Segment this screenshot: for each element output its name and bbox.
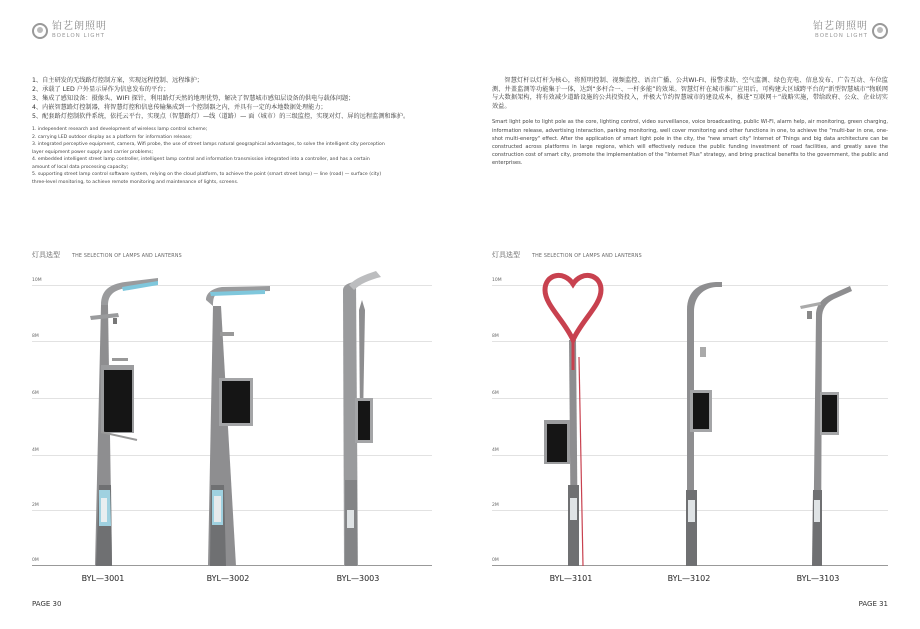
- left-intro-en-line: 2. carrying LED outdoor display as a platform for information release;: [32, 134, 192, 140]
- left-intro-cn-line: 2、承载了 LED 户外显示屏作为信息发布的平台；: [32, 86, 170, 93]
- height-label: 8M: [32, 334, 39, 339]
- right-section-cn: 灯具选型: [492, 251, 520, 259]
- height-label: 6M: [32, 391, 39, 396]
- right-poles-illustration: [460, 0, 920, 629]
- height-label: 2M: [32, 503, 39, 508]
- model-label-3001: BYL—3001: [81, 574, 125, 583]
- height-label: 2M: [492, 503, 499, 508]
- left-intro-cn-line: 3、集成了感知设备：摄像头、WIFI 探针，利用路灯天然的地理优势，解决了智慧城市感知层设备的供电与载体问题；: [32, 95, 355, 102]
- page-number-right: PAGE 31: [858, 600, 888, 608]
- left-section-en: THE SELECTION OF LAMPS AND LANTERNS: [72, 254, 182, 259]
- pole-byl-3002: [206, 286, 270, 566]
- pole-byl-3003: [343, 271, 381, 566]
- left-intro-cn-line: 4、内嵌智慧路灯控制器，将智慧灯控和信息传输集成到一个控制器之内，并具有一定的本地数据处理能力；: [32, 104, 327, 111]
- left-intro-cn-line: 1、自主研发的无线路灯控制方案，实现远程控制、远程维护；: [32, 77, 203, 84]
- height-label: 4M: [492, 448, 499, 453]
- left-intro-en-line: 4. embedded intelligent street lamp controller, intelligent lamp control and information transmission integrated into a controller, and has a certain: [32, 157, 370, 162]
- height-label: 10M: [492, 278, 502, 283]
- right-intro-en: Smart light pole to light pole as the core, lighting control, video surveillance, voice broadcasting, public WI-FI, alarm help, air monitoring, green charging, information release, advertising interaction, parking monitoring, well cover monitoring and other functions in one, to achieve the "multi-bar in one, one-shot multi-energy" effect. After the application of smart light pole in the city, the "new smart city" Internet of Things and big data architecture can be constructed across platforms in large regions, which will effectively reduce the public funding investment of road facilities, and greatly save the construction cost of smart city, promote the implementation of the "Internet Plus" strategy, and bring practical benefits to the government, the public and enterprises.: [492, 119, 888, 167]
- pole-byl-3102: [686, 282, 722, 566]
- page-number-left: PAGE 30: [32, 600, 62, 608]
- brand-name-en: BOELON LIGHT: [52, 33, 105, 39]
- model-label-3101: BYL—3101: [549, 574, 593, 583]
- left-intro-cn-line: 5、配套路灯控制软件系统，依托云平台，实现点（智慧路灯）—线（道路）— 面（城市）的三级监控，实现对灯、屏的远程监测和维护。: [32, 113, 410, 120]
- left-intro-en-line: 3. integrated perceptive equipment, camera, Wifi probe, the use of street lamps natural geographical advantages, to solve the intelligent city perception: [32, 142, 385, 147]
- right-section-en: THE SELECTION OF LAMPS AND LANTERNS: [532, 254, 642, 259]
- left-intro-en-line: 5. supporting street lamp control software system, relying on the cloud platform, to achieve the point (smart street lamp) — line (road) — surface (city): [32, 172, 382, 177]
- left-section-cn: 灯具选型: [32, 251, 60, 259]
- model-label-3003: BYL—3003: [336, 574, 380, 583]
- height-label: 10M: [32, 278, 42, 283]
- pole-byl-3001: [90, 278, 158, 566]
- brand-name-cn: 铂艺朗照明: [52, 21, 107, 32]
- height-label: 0M: [492, 558, 499, 563]
- model-label-3002: BYL—3002: [206, 574, 250, 583]
- height-label: 0M: [32, 558, 39, 563]
- model-label-3103: BYL—3103: [796, 574, 840, 583]
- pole-byl-3103: [800, 286, 852, 566]
- height-label: 4M: [32, 448, 39, 453]
- brand-name-cn-right: 铂艺朗照明: [813, 21, 868, 32]
- brand-name-en-right: BOELON LIGHT: [815, 33, 868, 39]
- pole-byl-3101: [544, 275, 601, 566]
- left-intro-en-line: 1. independent research and development of wireless lamp control scheme;: [32, 127, 208, 132]
- left-intro-en-line: layer equipment power supply and carrier problems;: [32, 149, 154, 155]
- left-intro-en-line: three-level monitoring, to achieve remote monitoring and maintenance of lights, screens.: [32, 179, 239, 185]
- right-intro-cn: 智慧灯杆以灯杆为核心，将照明控制、视频监控、语音广播、公共WI-FI、报警求助、空气监测、绿色充电、信息发布、广告互动、车位监测、井盖监测等功能集于一体，达到“多杆合一、一杆多能”的效果。智慧灯杆在城市推广应用后，可构建大区域跨平台的“新型智慧城市”物联网与大数据架构，将有效减少道路设施的公共投资投入，并极大节约智慧城市的建设成本，推进“互联网＋”战略实施，带给政府、公众、企业切实效益。: [492, 77, 888, 110]
- left-intro-en-line: amount of local data processing capacity;: [32, 164, 129, 170]
- height-label: 8M: [492, 334, 499, 339]
- model-label-3102: BYL—3102: [667, 574, 711, 583]
- height-label: 6M: [492, 391, 499, 396]
